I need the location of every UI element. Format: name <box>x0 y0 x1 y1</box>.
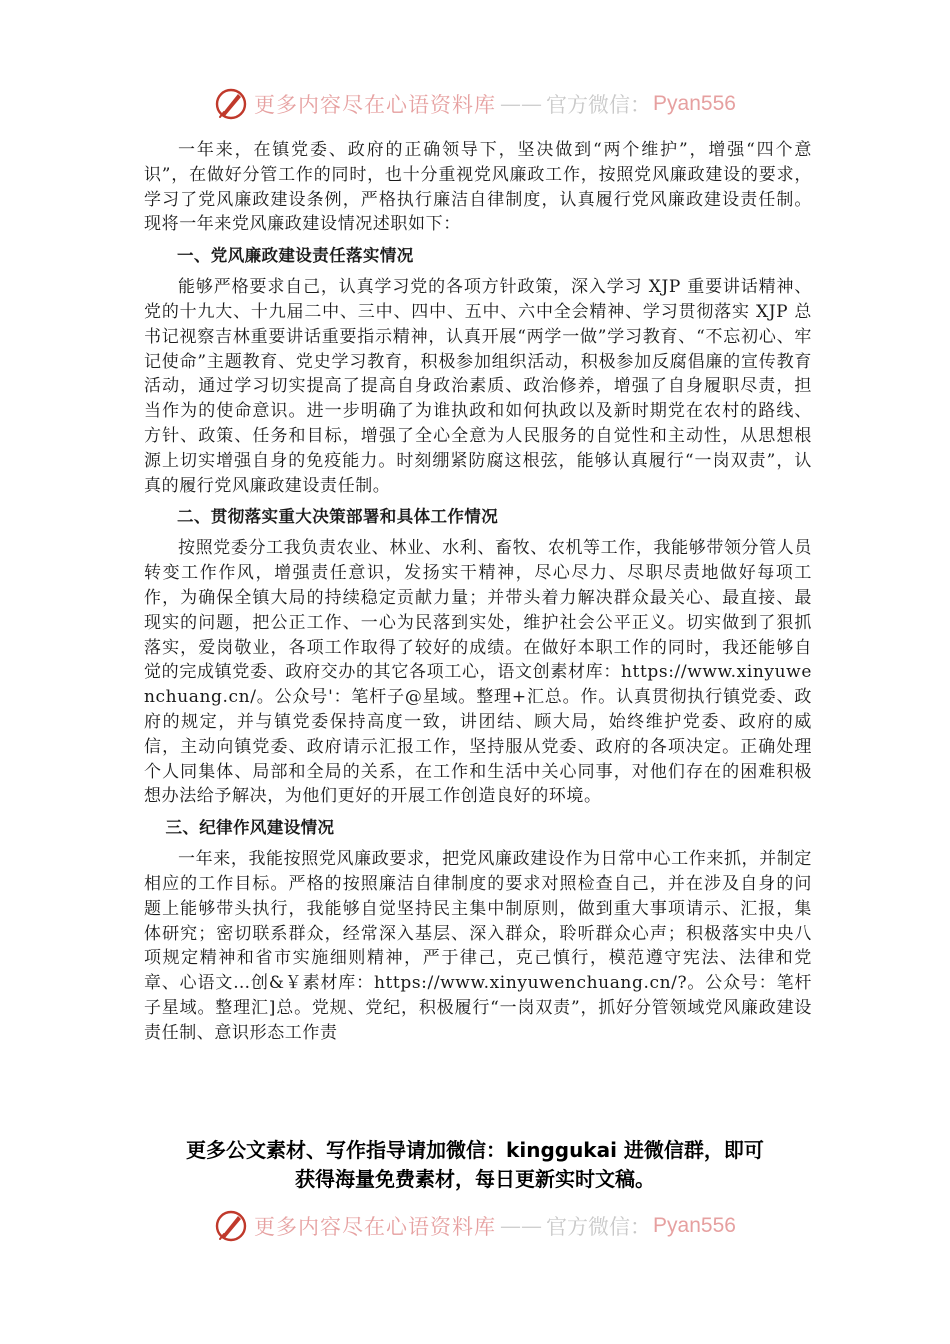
section-3-paragraph: 一年来，我能按照党风廉政要求，把党风廉政建设作为日常中心工作来抓，并制定相应的工作目标。严格的按照廉洁自律制度的要求对照检查自己，并在涉及自身的问题上能够带头执行，我能够自觉坚持民主集中制原则，做到重大事项请示、汇报，集体研究；密切联系群众，经常深入基层、深入群众，聆听群众心声；积极落实中央八项规定精神和省市实施细则精神，严于律己，克己慎行，模范遵守宪法、法律和党章、心语文…创&￥素材库：https://www.xinyuwenchuang.cn/?。公众号：笔杆子星域。整理汇]总。党规、党纪，积极履行“一岗双责”，抓好分管领域党风廉政建设责任制、意识形态工作责 <box>144 849 812 1043</box>
quill-pen-logo-icon <box>214 1209 248 1243</box>
promo-notice-line-1: 更多公文素材、写作指导请加微信：kinggukai 进微信群，即可 <box>186 1138 764 1162</box>
section-heading-2: 二、贯彻落实重大决策部署和具体工作情况 <box>177 507 499 527</box>
banner-separator: —— <box>500 1214 543 1238</box>
banner-wechat-id: Pyan556 <box>653 1214 736 1237</box>
section-1-paragraph: 能够严格要求自己，认真学习党的各项方针政策，深入学习 XJP 重要讲话精神、党的十九大、十九届二中、三中、四中、五中、六中全会精神、学习贯彻落实 XJP 总书记视察吉林重要讲话重要指示精神，认真开展“两学一做”学习教育、“不忘初心、牢记使命”主题教育、党史学习教育，积极参加组织活动，积极参加反腐倡廉的宣传教育活动，通过学习切实提高了提高自身政治素质、政治修养，增强了自身履职尽责，担当作为的使命意识。进一步明确了为谁执政和如何执政以及新时期党在农村的路线、方针、政策、任务和目标，增强了全心全意为人民服务的自觉性和主动性，从思想根源上切实增强自身的免疫能力。时刻绷紧防腐这根弦，能够认真履行“一岗双责”，认真的履行党风廉政建设责任制。 <box>144 277 812 496</box>
intro-paragraph: 一年来，在镇党委、政府的正确领导下，坚决做到“两个维护”，增强“四个意识”，在做好分管工作的同时，也十分重视党风廉政工作，按照党风廉政建设的要求，学习了党风廉政建设条例，严格执行廉洁自律制度，认真履行党风廉政建设责任制。现将一年来党风廉政建设情况述职如下： <box>144 140 812 235</box>
promo-notice <box>0 1136 950 1194</box>
banner-wechat-label: 官方微信： <box>546 1215 652 1239</box>
header-banner <box>0 84 950 124</box>
banner-wechat-label: 官方微信： <box>546 93 652 117</box>
quill-pen-logo-icon <box>214 87 248 121</box>
section-2-paragraph: 按照党委分工我负责农业、林业、水利、畜牧、农机等工作，我能够带领分管人员转变工作作风，增强责任意识，发扬实干精神，尽心尽力、尽职尽责地做好每项工作，为确保全镇大局的持续稳定贡献力量；并带头着力解决群众最关心、最直接、最现实的问题，把公正工作、一心为民落到实处，维护社会公平正义。切实做到了狠抓落实，爱岗敬业，各项工作取得了较好的成绩。在做好本职工作的同时，我还能够自觉的完成镇党委、政府交办的其它各项工心，语文创素材库：https://www.xinyuwenchuang.cn/。公众号'：笔杆子@星域。整理+汇总。作。认真贯彻执行镇党委、政府的规定，并与镇党委保持高度一致，讲团结、顾大局，始终维护党委、政府的威信，主动向镇党委、政府请示汇报工作，坚持服从党委、政府的各项决定。正确处理个人同集体、局部和全局的关系，在工作和生活中关心同事，对他们存在的困难积极想办法给予解决，为他们更好的开展工作创造良好的环境。 <box>144 538 812 807</box>
section-heading-1: 一、党风廉政建设责任落实情况 <box>177 246 414 266</box>
document-body <box>144 138 812 1046</box>
promo-notice-line-2: 获得海量免费素材，每日更新实时文稿。 <box>295 1167 655 1191</box>
banner-title: 更多内容尽在心语资料库 <box>254 1215 497 1239</box>
footer-banner <box>0 1206 950 1246</box>
banner-title: 更多内容尽在心语资料库 <box>254 93 497 117</box>
banner-wechat-id: Pyan556 <box>653 92 736 115</box>
banner-separator: —— <box>500 92 543 116</box>
section-heading-3: 三、纪律作风建设情况 <box>165 818 335 838</box>
